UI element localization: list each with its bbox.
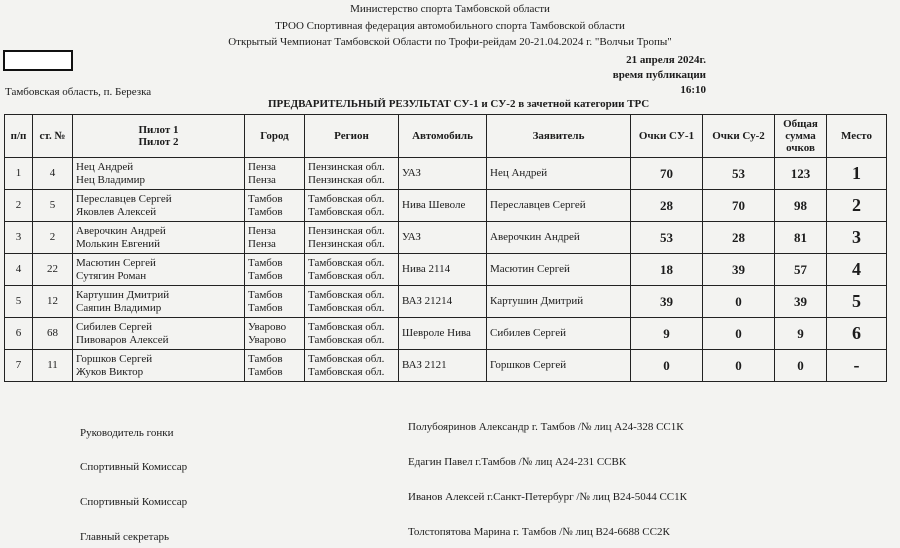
signature-name-commissioner-2: Иванов Алексей г.Санкт-Петербург /№ лиц В24-5044 СС1К (408, 491, 687, 503)
signature-name-race-director: Полубояринов Александр г. Тамбов /№ лиц А24-328 СС1К (408, 421, 684, 433)
col-header-pilots (73, 115, 245, 158)
cell-city1: Тамбов (248, 288, 283, 301)
col-header-pp: п/п (5, 115, 33, 158)
cell-entrant: Переславцев Сергей (487, 190, 631, 222)
cell-pilots (73, 318, 245, 350)
cell-pilot1: Картушин Дмитрий (76, 288, 170, 301)
cell-region2: Тамбовская обл. (308, 333, 385, 346)
cell-region2: Пензинская обл. (308, 237, 385, 250)
cell-region (305, 286, 399, 318)
header-ministry: Министерство спорта Тамбовской области (350, 3, 550, 15)
result-title: ПРЕДВАРИТЕЛЬНЫЙ РЕЗУЛЬТАТ СУ-1 и СУ-2 в зачетной категории TPC (268, 98, 650, 110)
cell-region2: Тамбовская обл. (308, 301, 385, 314)
event-location: Тамбовская область, п. Березка (5, 86, 152, 98)
cell-place: - (827, 350, 887, 382)
cell-entrant: Картушин Дмитрий (487, 286, 631, 318)
cell-start-number: 68 (33, 318, 73, 350)
cell-pp: 3 (5, 222, 33, 254)
cell-city2: Пенза (248, 173, 276, 186)
cell-su2: 39 (703, 254, 775, 286)
cell-place: 6 (827, 318, 887, 350)
col-header-total-line3: очков (786, 142, 815, 154)
cell-place: 3 (827, 222, 887, 254)
table-row (5, 190, 887, 222)
cell-city2: Тамбов (248, 301, 283, 314)
col-header-region: Регион (305, 115, 399, 158)
signature-name-commissioner-1: Едагин Павел г.Тамбов /№ лиц А24-231 ССВК (408, 456, 627, 468)
cell-pilot2: Яковлев Алексей (76, 205, 157, 218)
cell-su2: 53 (703, 158, 775, 190)
cell-region (305, 158, 399, 190)
cell-region1: Тамбовская обл. (308, 192, 385, 205)
cell-su2: 0 (703, 350, 775, 382)
table-row (5, 158, 887, 190)
cell-city2: Тамбов (248, 205, 283, 218)
publish-label: время публикации (612, 69, 706, 81)
cell-city (245, 350, 305, 382)
cell-region1: Тамбовская обл. (308, 352, 385, 365)
cell-entrant: Нец Андрей (487, 158, 631, 190)
cell-start-number: 5 (33, 190, 73, 222)
cell-total: 57 (775, 254, 827, 286)
cell-pilot2: Пивоваров Алексей (76, 333, 169, 346)
cell-city2: Пенза (248, 237, 276, 250)
results-table (4, 114, 887, 382)
cell-pilots (73, 222, 245, 254)
cell-city1: Пенза (248, 224, 276, 237)
col-header-entrant: Заявитель (487, 115, 631, 158)
signature-role-commissioner-2: Спортивный Комиссар (80, 496, 188, 508)
cell-total: 123 (775, 158, 827, 190)
cell-su1: 18 (631, 254, 703, 286)
cell-su2: 70 (703, 190, 775, 222)
cell-region2: Пензинская обл. (308, 173, 385, 186)
cell-pilot1: Переславцев Сергей (76, 192, 172, 205)
cell-city1: Тамбов (248, 352, 283, 365)
cell-pilots (73, 254, 245, 286)
cell-place: 5 (827, 286, 887, 318)
cell-region (305, 318, 399, 350)
cell-pilot1: Масютин Сергей (76, 256, 156, 269)
cell-entrant: Горшков Сергей (487, 350, 631, 382)
cell-pilots (73, 350, 245, 382)
cell-pilot1: Горшков Сергей (76, 352, 153, 365)
cell-pp: 1 (5, 158, 33, 190)
cell-region1: Тамбовская обл. (308, 288, 385, 301)
cell-pilot1: Сибилев Сергей (76, 320, 153, 333)
cell-city1: Тамбов (248, 256, 283, 269)
cell-pilot2: Сутягин Роман (76, 269, 147, 282)
cell-start-number: 2 (33, 222, 73, 254)
col-header-city: Город (245, 115, 305, 158)
cell-pilot1: Аверочкин Андрей (76, 224, 166, 237)
cell-region (305, 350, 399, 382)
col-header-car: Автомобиль (399, 115, 487, 158)
blank-stamp-box (3, 50, 73, 71)
cell-region2: Тамбовская обл. (308, 365, 385, 378)
signature-role-chief-secretary: Главный секретарь (80, 531, 169, 543)
cell-pp: 4 (5, 254, 33, 286)
cell-su2: 28 (703, 222, 775, 254)
cell-su1: 39 (631, 286, 703, 318)
cell-car: ВАЗ 21214 (399, 286, 487, 318)
col-header-total (775, 115, 827, 158)
cell-su2: 0 (703, 286, 775, 318)
col-header-su2: Очки Су-2 (703, 115, 775, 158)
cell-entrant: Аверочкин Андрей (487, 222, 631, 254)
cell-su2: 0 (703, 318, 775, 350)
cell-total: 81 (775, 222, 827, 254)
cell-region2: Тамбовская обл. (308, 205, 385, 218)
col-header-pilot1: Пилот 1 (138, 124, 179, 136)
cell-pilot2: Нец Владимир (76, 173, 146, 186)
cell-region (305, 254, 399, 286)
cell-car: Нива Шеволе (399, 190, 487, 222)
signature-role-race-director: Руководитель гонки (80, 427, 174, 439)
col-header-total-line2: сумма (785, 130, 816, 142)
header-championship: Открытый Чемпионат Тамбовской Области по Трофи-рейдам 20-21.04.2024 г. "Волчьи Тропы" (228, 36, 672, 48)
cell-pilot2: Жуков Виктор (76, 365, 144, 378)
cell-city (245, 286, 305, 318)
cell-place: 2 (827, 190, 887, 222)
cell-pilot1: Нец Андрей (76, 160, 134, 173)
col-header-su1: Очки СУ-1 (631, 115, 703, 158)
cell-su1: 70 (631, 158, 703, 190)
col-header-start-number: ст. № (33, 115, 73, 158)
cell-entrant: Масютин Сергей (487, 254, 631, 286)
signature-name-chief-secretary: Толстопятова Марина г. Тамбов /№ лиц В24-6688 СС2К (408, 526, 670, 538)
signature-role-commissioner-1: Спортивный Комиссар (80, 461, 188, 473)
cell-city (245, 158, 305, 190)
cell-su1: 0 (631, 350, 703, 382)
cell-city (245, 190, 305, 222)
cell-region1: Пензинская обл. (308, 224, 385, 237)
cell-pilots (73, 286, 245, 318)
cell-total: 9 (775, 318, 827, 350)
col-header-place: Место (827, 115, 887, 158)
cell-total: 39 (775, 286, 827, 318)
cell-car: Нива 2114 (399, 254, 487, 286)
cell-city2: Уварово (248, 333, 287, 346)
document-date: 21 апреля 2024г. (626, 54, 706, 66)
cell-region1: Тамбовская обл. (308, 256, 385, 269)
cell-city (245, 318, 305, 350)
cell-city2: Тамбов (248, 365, 283, 378)
cell-car: УАЗ (399, 158, 487, 190)
cell-pp: 2 (5, 190, 33, 222)
cell-city (245, 222, 305, 254)
cell-start-number: 22 (33, 254, 73, 286)
table-row (5, 350, 887, 382)
cell-car: ВАЗ 2121 (399, 350, 487, 382)
cell-start-number: 4 (33, 158, 73, 190)
table-row (5, 286, 887, 318)
cell-total: 0 (775, 350, 827, 382)
cell-total: 98 (775, 190, 827, 222)
cell-region (305, 222, 399, 254)
cell-start-number: 12 (33, 286, 73, 318)
cell-place: 4 (827, 254, 887, 286)
cell-start-number: 11 (33, 350, 73, 382)
table-row (5, 318, 887, 350)
cell-city2: Тамбов (248, 269, 283, 282)
cell-region1: Пензинская обл. (308, 160, 385, 173)
cell-car: УАЗ (399, 222, 487, 254)
col-header-total-line1: Общая (783, 118, 818, 130)
table-row (5, 222, 887, 254)
cell-place: 1 (827, 158, 887, 190)
cell-pilots (73, 158, 245, 190)
cell-pilots (73, 190, 245, 222)
cell-region1: Тамбовская обл. (308, 320, 385, 333)
col-header-pilot2: Пилот 2 (138, 136, 179, 148)
publish-time: 16:10 (680, 84, 706, 96)
cell-city1: Тамбов (248, 192, 283, 205)
table-row (5, 254, 887, 286)
cell-city (245, 254, 305, 286)
cell-city1: Уварово (248, 320, 287, 333)
cell-pilot2: Молькин Евгений (76, 237, 161, 250)
cell-city1: Пенза (248, 160, 276, 173)
cell-entrant: Сибилев Сергей (487, 318, 631, 350)
cell-su1: 9 (631, 318, 703, 350)
cell-region2: Тамбовская обл. (308, 269, 385, 282)
table-header-row (5, 115, 887, 158)
cell-pp: 7 (5, 350, 33, 382)
cell-pp: 6 (5, 318, 33, 350)
header-federation: ТРОО Спортивная федерация автомобильного спорта Тамбовской области (275, 20, 625, 32)
cell-car: Шевроле Нива (399, 318, 487, 350)
cell-pilot2: Саяпин Владимир (76, 301, 162, 314)
cell-pp: 5 (5, 286, 33, 318)
cell-su1: 53 (631, 222, 703, 254)
cell-region (305, 190, 399, 222)
cell-su1: 28 (631, 190, 703, 222)
